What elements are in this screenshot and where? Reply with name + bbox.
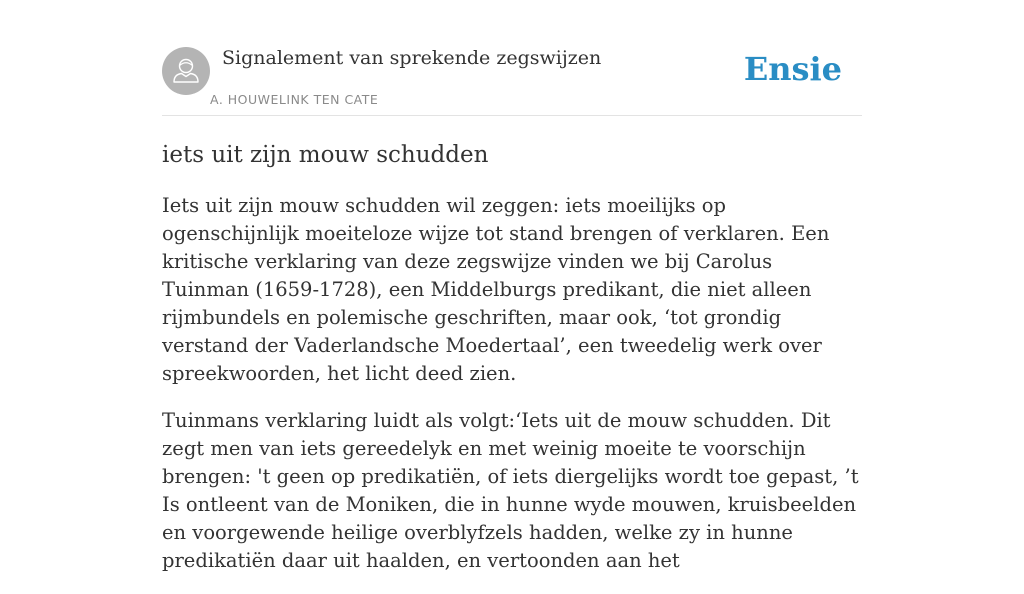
user-avatar-icon bbox=[162, 47, 210, 95]
ensie-logo[interactable]: Ensie bbox=[743, 50, 842, 88]
paragraph: Iets uit zijn mouw schudden wil zeggen: iets moeilijks op ogenschijnlijk moeiteloze wijze tot stand brengen of verklaren. Een kritische verklaring van deze zegswijze vinden we bij Carolus Tuinman (1659-1728), een Middelburgs predikant, die niet alleen rijmbundels en polemische geschriften, maar ook, ‘tot grondig verstand der Vaderlandsche Moedertaal’, een tweedelig werk over spreekwoorden, het licht deed zien. bbox=[162, 194, 830, 385]
header-divider bbox=[162, 115, 862, 116]
source-title-link[interactable]: Signalement van sprekende zegswijzen bbox=[222, 47, 602, 69]
header bbox=[162, 44, 862, 116]
article-content bbox=[162, 192, 862, 594]
paragraph: Tuinmans verklaring luidt als volgt:‘Iets uit de mouw schudden. Dit zegt men van iets gereedelyk en met weinig moeite te voorschijn brengen: 't geen op predikatiën, of iets diergelijks wordt toe gepast, ’t Is ontleent van de Moniken, die in hunne wyde mouwen, kruisbeelden en voorgewende heilige overblyfzels hadden, welke zy in hunne predikatiën daar uit haalden, en vertoonden aan het bbox=[162, 409, 859, 572]
author-link[interactable]: A. HOUWELINK TEN CATE bbox=[210, 92, 379, 107]
author-avatar[interactable] bbox=[162, 47, 210, 95]
article-title: iets uit zijn mouw schudden bbox=[162, 142, 489, 168]
